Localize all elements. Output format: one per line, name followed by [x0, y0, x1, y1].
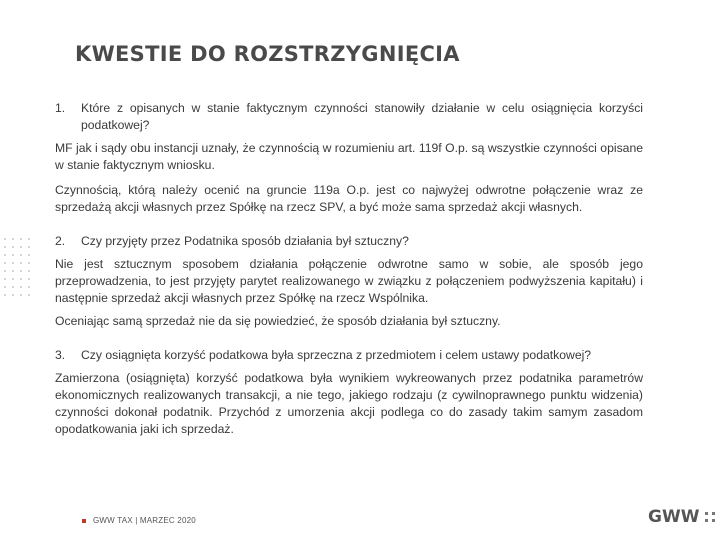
company-logo	[648, 507, 715, 527]
footer-square-icon	[82, 519, 86, 523]
question-number: 1.	[55, 101, 66, 115]
paragraph: Oceniając samą sprzedaż nie da się powiedzieć, że sposób działania był sztuczny.	[55, 314, 501, 328]
page-title: KWESTIE DO ROZSTRZYGNIĘCIA	[75, 42, 460, 66]
paragraph: Nie jest sztucznym sposobem działania połączenie odwrotne samo w sobie, ale sposób jego przeprowadzenia, to jest przyjęty parytet realizowanego w związku z połączeniem podwyższenia kapitału) i następnie sprzedaż akcji własnych przez Spółkę na rzecz Wspólnika.	[55, 257, 643, 305]
footer	[82, 516, 196, 525]
footer-text: GWW TAX | MARZEC 2020	[93, 516, 196, 525]
decorative-dot-grid	[4, 238, 32, 296]
question-2	[55, 233, 643, 250]
slide-content	[55, 100, 643, 438]
question-number: 2.	[55, 234, 66, 248]
question-text: Które z opisanych w stanie faktycznym czynności stanowiły działanie w celu osiągnięcia korzyści podatkowej?	[81, 101, 643, 132]
question-3	[55, 347, 643, 364]
paragraph: Czynnością, którą należy ocenić na gruncie 119a O.p. jest co najwyżej odwrotne połączenie wraz ze sprzedażą akcji własnych przez Spółkę na rzecz SPV, a być może sama sprzedaż akcji własnych.	[55, 183, 643, 214]
logo-wordmark: GWW	[648, 507, 700, 527]
question-number: 3.	[55, 348, 66, 362]
paragraph: MF jak i sądy obu instancji uznały, że czynnością w rozumieniu art. 119f O.p. są wszystkie czynności opisane w stanie faktycznym wniosku.	[55, 141, 643, 172]
paragraph: Zamierzona (osiągnięta) korzyść podatkowa była wynikiem wykreowanych przez podatnika parametrów ekonomicznych realizowanych transakcji, a nie tego, jakiego rodzaju (z cywilnoprawnego punktu widzenia) czynności dokonał podatnik. Przychód z umorzenia akcji podlega co do zasady takim samym zasadom opodatkowania jaki ich sprzedaż.	[55, 371, 643, 436]
question-text: Czy osiągnięta korzyść podatkowa była sprzeczna z przedmiotem i celem ustawy podatkowej?	[81, 348, 592, 362]
logo-dots-icon	[705, 512, 715, 522]
question-1	[55, 100, 643, 134]
question-text: Czy przyjęty przez Podatnika sposób działania był sztuczny?	[81, 234, 409, 248]
